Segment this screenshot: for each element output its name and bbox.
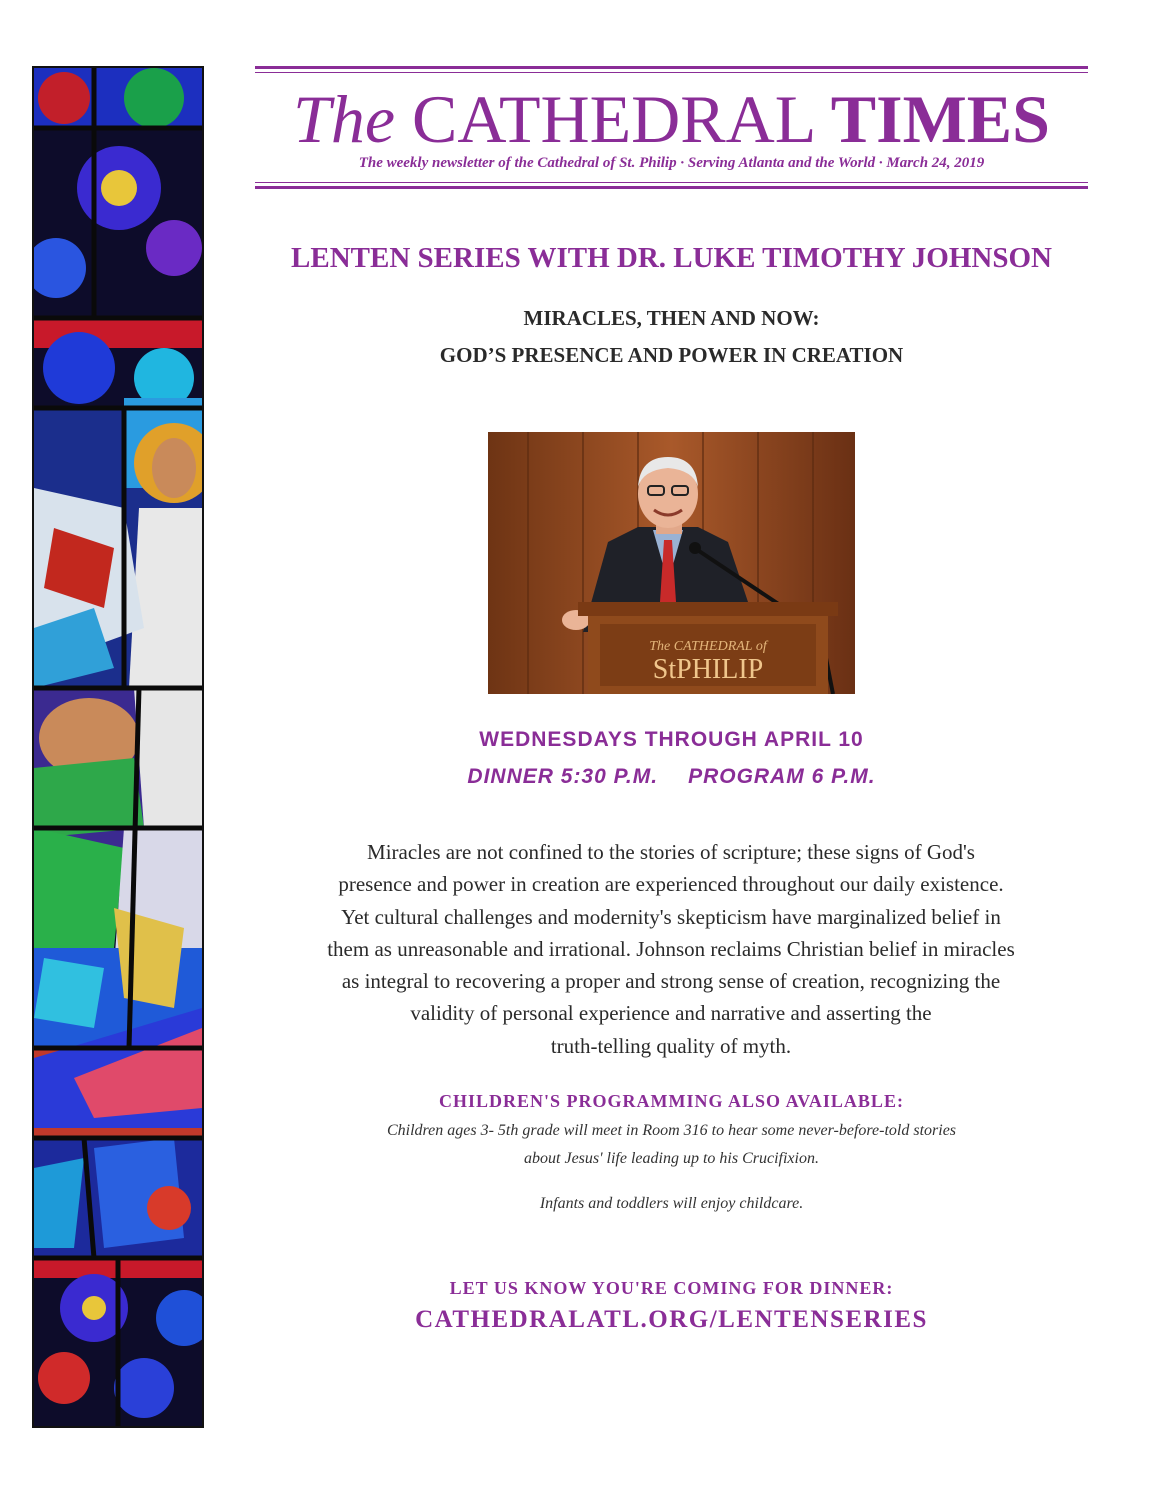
children-description	[255, 1117, 1088, 1173]
event-headline: LENTEN SERIES WITH DR. LUKE TIMOTHY JOHNSON	[291, 242, 1052, 274]
event-dinner-time: DINNER 5:30 P.M.	[467, 765, 659, 788]
masthead-the: The	[293, 81, 396, 157]
stained-glass-panel	[32, 66, 204, 1428]
speaker-photo	[488, 432, 855, 694]
masthead-title	[255, 76, 1088, 162]
infants-note	[255, 1190, 1088, 1218]
rsvp-url-link[interactable]: CATHEDRALATL.ORG/LENTENSERIES	[415, 1306, 928, 1333]
description-line: truth-telling quality of myth.	[550, 1033, 792, 1058]
masthead-cathedral: CATHEDRAL	[412, 81, 814, 157]
event-description	[262, 836, 1080, 1062]
rsvp-heading: LET US KNOW YOU'RE COMING FOR DINNER:	[449, 1278, 894, 1298]
masthead-bottom-rule-thin	[255, 182, 1088, 183]
description-line: Yet cultural challenges and modernity's skepticism have marginalized belief in	[341, 904, 1001, 929]
podium-large-text: StPHILIP	[652, 654, 764, 685]
masthead-top-rule-thin	[255, 72, 1088, 73]
masthead-top-rule	[255, 66, 1088, 69]
description-line: presence and power in creation are experienced throughout our daily existence.	[338, 872, 1004, 897]
description-line: them as unreasonable and irrational. Johnson reclaims Christian belief in miracles	[327, 936, 1015, 961]
description-line: validity of personal experience and narrative and asserting the	[410, 1001, 932, 1026]
event-times	[255, 765, 1088, 789]
masthead-tagline: The weekly newsletter of the Cathedral of St. Philip · Serving Atlanta and the World · March 24, 2019	[358, 155, 985, 171]
children-heading: CHILDREN'S PROGRAMMING ALSO AVAILABLE:	[439, 1091, 904, 1111]
event-subtitle-line1: MIRACLES, THEN AND NOW:	[523, 306, 820, 330]
speaker-at-podium-image	[488, 432, 855, 694]
podium-small-text: The CATHEDRAL of	[649, 639, 767, 654]
masthead-times: TIMES	[830, 81, 1050, 157]
stained-glass-image	[34, 68, 202, 1426]
children-line2: about Jesus' life leading up to his Crucifixion.	[524, 1150, 819, 1167]
event-schedule: WEDNESDAYS THROUGH APRIL 10	[479, 728, 864, 751]
description-line: Miracles are not confined to the stories of scripture; these signs of God's	[367, 840, 975, 864]
description-line: as integral to recovering a proper and strong sense of creation, recognizing the	[341, 969, 1001, 994]
masthead-bottom-rule	[255, 186, 1088, 189]
event-program-time: PROGRAM 6 P.M.	[688, 765, 876, 788]
infants-line: Infants and toddlers will enjoy childcare.	[539, 1195, 804, 1212]
event-subtitle-line2: GOD’S PRESENCE AND POWER IN CREATION	[439, 343, 904, 367]
children-line1: Children ages 3- 5th grade will meet in Room 316 to hear some never-before-told stories	[386, 1122, 957, 1139]
